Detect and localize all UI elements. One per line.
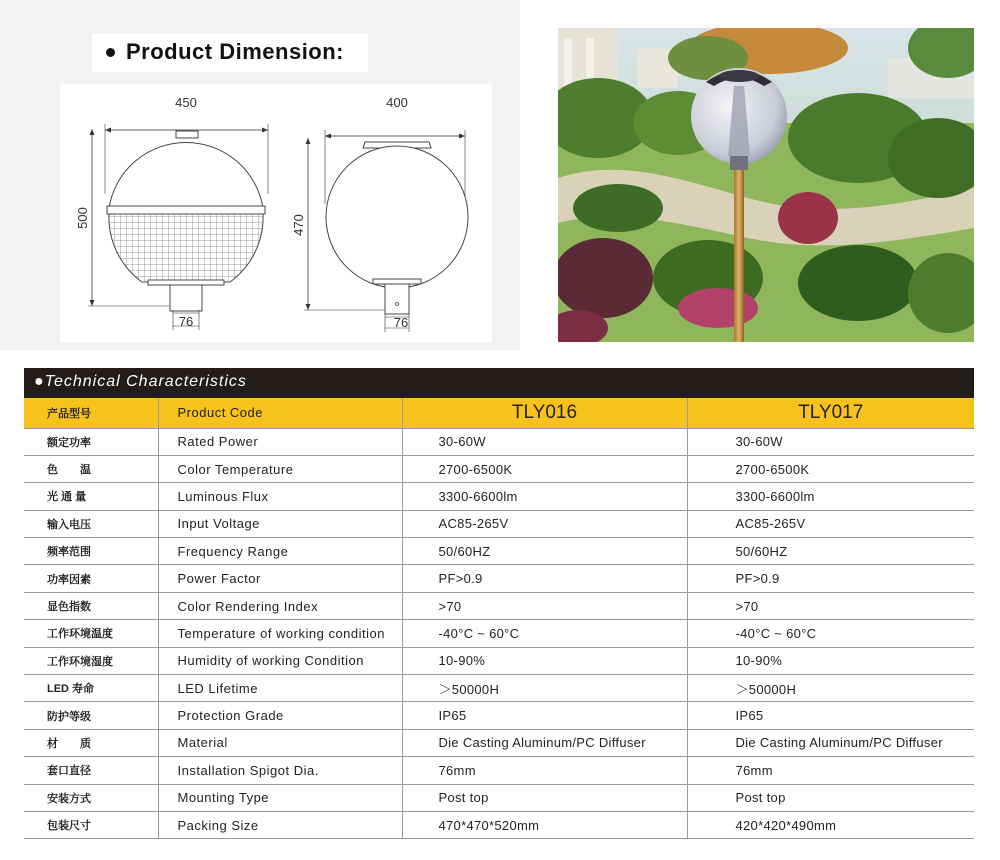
spec-label-cn: 输入电压: [24, 510, 158, 537]
spec-label-cn: 安装方式: [24, 784, 158, 811]
spec-label-en: Temperature of working condition: [158, 620, 402, 647]
spec-label-cn: 频率范围: [24, 538, 158, 565]
spec-label-cn: 工作环境温度: [24, 620, 158, 647]
spec-label-en: Packing Size: [158, 811, 402, 838]
spec-title-bar: [24, 368, 974, 398]
spec-row: [24, 538, 974, 565]
spec-label-cn: 套口直径: [24, 757, 158, 784]
dimension-title-text: Product Dimension:: [126, 39, 345, 64]
spec-label-cn: 包装尺寸: [24, 811, 158, 838]
spec-row: [24, 675, 974, 702]
dimension-title: [92, 34, 368, 72]
spec-value-tly016: Post top: [402, 784, 687, 811]
spec-value-tly016: Die Casting Aluminum/PC Diffuser: [402, 729, 687, 756]
drawing-left: [75, 95, 268, 330]
spec-value-tly017: 3300-6600lm: [687, 483, 974, 510]
spec-row: [24, 702, 974, 729]
spec-label-cn: 功率因素: [24, 565, 158, 592]
right-height-label: 470: [291, 214, 306, 236]
spec-row: [24, 729, 974, 756]
spec-row: [24, 455, 974, 482]
spec-value-tly016: IP65: [402, 702, 687, 729]
spec-value-tly017: Die Casting Aluminum/PC Diffuser: [687, 729, 974, 756]
dimension-drawings: [60, 84, 492, 342]
spec-value-tly016: 76mm: [402, 757, 687, 784]
spec-label-en: Luminous Flux: [158, 483, 402, 510]
spec-label-cn: 工作环境湿度: [24, 647, 158, 674]
spec-row: [24, 592, 974, 619]
spec-label-cn: 光 通 量: [24, 483, 158, 510]
spec-label-en: Color Rendering Index: [158, 592, 402, 619]
spec-label-cn: 色 温: [24, 455, 158, 482]
street-lamp-garden-photo: [558, 28, 974, 342]
spec-row: [24, 784, 974, 811]
spec-value-tly017: IP65: [687, 702, 974, 729]
spec-value-tly017: AC85-265V: [687, 510, 974, 537]
technical-characteristics: [24, 368, 974, 839]
left-spigot-label: 76: [178, 314, 194, 329]
spec-label-en: Rated Power: [158, 428, 402, 455]
spec-value-tly016: >70: [402, 592, 687, 619]
left-width-label: 450: [175, 95, 197, 110]
spec-label-en: Power Factor: [158, 565, 402, 592]
spec-value-tly017: 10-90%: [687, 647, 974, 674]
spec-label-en: Installation Spigot Dia.: [158, 757, 402, 784]
right-spigot-label: 76: [393, 315, 409, 330]
spec-label-cn: 额定功率: [24, 428, 158, 455]
spec-title: ●Technical Characteristics: [34, 373, 247, 390]
spec-table: [24, 398, 974, 839]
spec-row: [24, 510, 974, 537]
spec-label-en: LED Lifetime: [158, 675, 402, 702]
spec-value-tly016: 2700-6500K: [402, 455, 687, 482]
right-width-label: 400: [386, 95, 408, 110]
spec-row: [24, 811, 974, 838]
spec-value-tly017: >70: [687, 592, 974, 619]
spec-row: [24, 647, 974, 674]
spec-label-cn: 防护等级: [24, 702, 158, 729]
spec-label-cn: LED 寿命: [24, 675, 158, 702]
header-cn: 产品型号: [24, 398, 158, 428]
spec-label-cn: 显色指数: [24, 592, 158, 619]
spec-value-tly017: Post top: [687, 784, 974, 811]
spec-label-en: Color Temperature: [158, 455, 402, 482]
drawing-right: [291, 95, 468, 332]
spec-value-tly017: 50/60HZ: [687, 538, 974, 565]
spec-value-tly017: PF>0.9: [687, 565, 974, 592]
header-en: Product Code: [158, 398, 402, 428]
spec-value-tly016: 30-60W: [402, 428, 687, 455]
spec-row: [24, 483, 974, 510]
spec-value-tly017: ＞50000H: [687, 675, 974, 702]
spec-value-tly017: -40°C ~ 60°C: [687, 620, 974, 647]
left-height-label: 500: [75, 207, 90, 229]
spec-row: [24, 565, 974, 592]
spec-row: [24, 620, 974, 647]
spec-label-en: Mounting Type: [158, 784, 402, 811]
spec-value-tly016: AC85-265V: [402, 510, 687, 537]
spec-value-tly017: 420*420*490mm: [687, 811, 974, 838]
header-model-1: TLY016: [402, 398, 687, 428]
spec-label-en: Frequency Range: [158, 538, 402, 565]
spec-value-tly017: 2700-6500K: [687, 455, 974, 482]
spec-row: [24, 757, 974, 784]
header-model-2: TLY017: [687, 398, 974, 428]
spec-label-cn: 材 质: [24, 729, 158, 756]
spec-header-row: [24, 398, 974, 428]
spec-label-en: Protection Grade: [158, 702, 402, 729]
spec-label-en: Input Voltage: [158, 510, 402, 537]
spec-value-tly016: 3300-6600lm: [402, 483, 687, 510]
bullet-icon: [106, 48, 115, 57]
spec-value-tly016: ＞50000H: [402, 675, 687, 702]
spec-value-tly017: 76mm: [687, 757, 974, 784]
spec-value-tly017: 30-60W: [687, 428, 974, 455]
spec-value-tly016: 10-90%: [402, 647, 687, 674]
spec-value-tly016: -40°C ~ 60°C: [402, 620, 687, 647]
spec-row: [24, 428, 974, 455]
spec-label-en: Material: [158, 729, 402, 756]
spec-value-tly016: 470*470*520mm: [402, 811, 687, 838]
spec-value-tly016: 50/60HZ: [402, 538, 687, 565]
spec-value-tly016: PF>0.9: [402, 565, 687, 592]
spec-label-en: Humidity of working Condition: [158, 647, 402, 674]
